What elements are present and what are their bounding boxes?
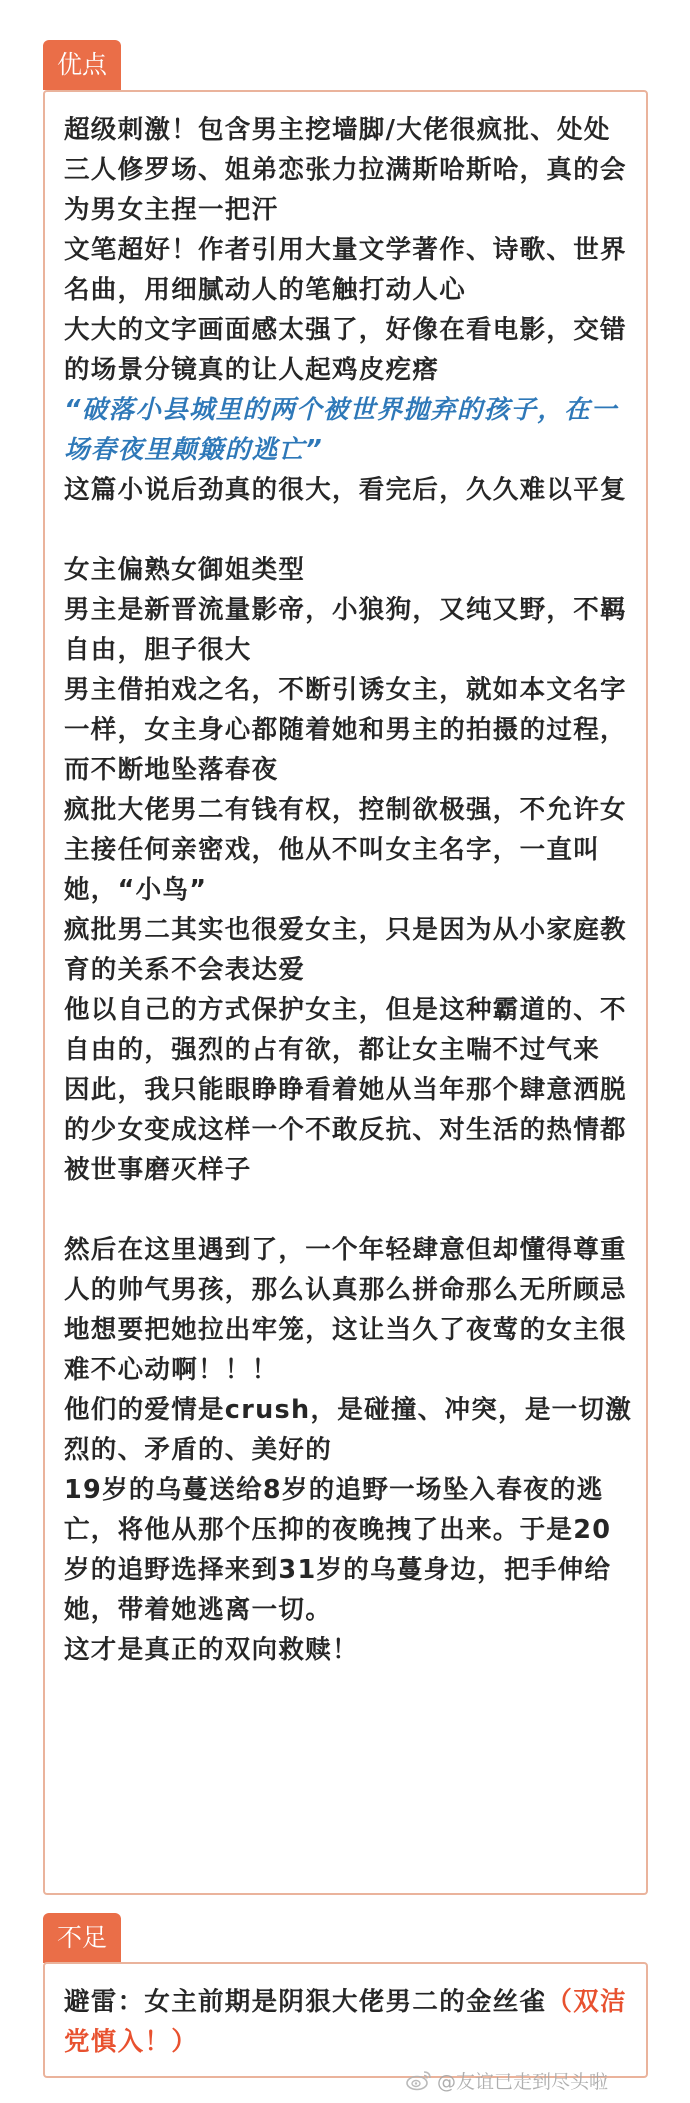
pros-line: 的少女变成这样一个不敢反抗、对生活的热情都 — [64, 1115, 627, 1145]
pros-line: 名曲，用细腻动人的笔触打动人心 — [64, 275, 467, 305]
pros-line: 疯批大佬男二有钱有权，控制欲极强，不允许女 — [64, 795, 627, 825]
cons-tag — [43, 1913, 121, 1963]
pros-quote-line: 场春夜里颠簸的逃亡” — [64, 435, 323, 465]
pros-line: 男主借拍戏之名，不断引诱女主，就如本文名字 — [64, 675, 627, 705]
pros-line: 他们的爱情是crush，是碰撞、冲突，是一切激 — [64, 1395, 633, 1425]
pros-line: 文笔超好！作者引用大量文学著作、诗歌、世界 — [64, 235, 627, 265]
watermark-text: @友谊已走到尽头啦 — [437, 2070, 609, 2093]
pros-line: 一样，女主身心都随着她和男主的拍摄的过程， — [64, 715, 627, 745]
pros-line: 岁的追野选择来到31岁的乌蔓身边，把手伸给 — [64, 1555, 612, 1585]
pros-line: 超级刺激！包含男主挖墙脚/大佬很疯批、处处 — [64, 115, 611, 145]
pros-blank-line — [64, 1190, 624, 1230]
cons-highlight: （双洁 — [546, 1987, 627, 2017]
pros-line: 19岁的乌蔓送给8岁的追野一场坠入春夜的逃 — [64, 1475, 604, 1505]
cons-tag-label: 不足 — [57, 1923, 108, 1952]
cons-line — [64, 1982, 627, 2022]
pros-line: 女主偏熟女御姐类型 — [64, 555, 306, 585]
pros-tag-label: 优点 — [57, 50, 108, 79]
pros-line: 他以自己的方式保护女主，但是这种霸道的、不 — [64, 995, 627, 1025]
pros-box — [43, 90, 648, 1895]
weibo-logo-icon — [405, 2069, 433, 2091]
pros-tag — [43, 40, 121, 90]
cons-highlight: 党慎入！） — [64, 2027, 199, 2057]
pros-line: 男主是新晋流量影帝，小狼狗，又纯又野，不羁 — [64, 595, 627, 625]
pros-line: 自由的，强烈的占有欲，都让女主喘不过气来 — [64, 1035, 601, 1065]
pros-line: 她，带着她逃离一切。 — [64, 1595, 333, 1625]
cons-line — [64, 2022, 624, 2062]
pros-line: 疯批男二其实也很爱女主，只是因为从小家庭教 — [64, 915, 627, 945]
pros-line: 三人修罗场、姐弟恋张力拉满斯哈斯哈，真的会 — [64, 155, 627, 185]
pros-line: 亡，将他从那个压抑的夜晚拽了出来。于是20 — [64, 1515, 612, 1545]
pros-line: 这篇小说后劲真的很大，看完后，久久难以平复 — [64, 475, 627, 505]
pros-line: 她，“小鸟” — [64, 875, 208, 905]
cons-box — [43, 1962, 648, 2078]
pros-line: 因此，我只能眼睁睁看着她从当年那个肆意洒脱 — [64, 1075, 627, 1105]
pros-line: 人的帅气男孩，那么认真那么拼命那么无所顾忌 — [64, 1275, 627, 1305]
pros-quote-line: “破落小县城里的两个被世界抛弃的孩子，在一 — [64, 395, 618, 425]
pros-line: 大大的文字画面感太强了，好像在看电影，交错 — [64, 315, 627, 345]
pros-line: 这才是真正的双向救赎！ — [64, 1635, 359, 1665]
pros-line: 难不心动啊！！！ — [64, 1355, 279, 1385]
pros-line: 而不断地坠落春夜 — [64, 755, 279, 785]
watermark — [405, 2065, 608, 2095]
pros-line: 为男女主捏一把汗 — [64, 195, 279, 225]
pros-line: 自由，胆子很大 — [64, 635, 252, 665]
pros-line: 被世事磨灭样子 — [64, 1155, 252, 1185]
pros-line: 地想要把她拉出牢笼，这让当久了夜莺的女主很 — [64, 1315, 627, 1345]
pros-line: 然后在这里遇到了，一个年轻肆意但却懂得尊重 — [64, 1235, 627, 1265]
pros-line: 的场景分镜真的让人起鸡皮疙瘩 — [64, 355, 440, 385]
cons-text: 避雷：女主前期是阴狠大佬男二的金丝雀 — [64, 1987, 547, 2017]
pros-line: 育的关系不会表达爱 — [64, 955, 306, 985]
pros-line: 烈的、矛盾的、美好的 — [64, 1435, 333, 1465]
pros-line: 主接任何亲密戏，他从不叫女主名字，一直叫 — [64, 835, 601, 865]
pros-blank-line — [64, 510, 624, 550]
